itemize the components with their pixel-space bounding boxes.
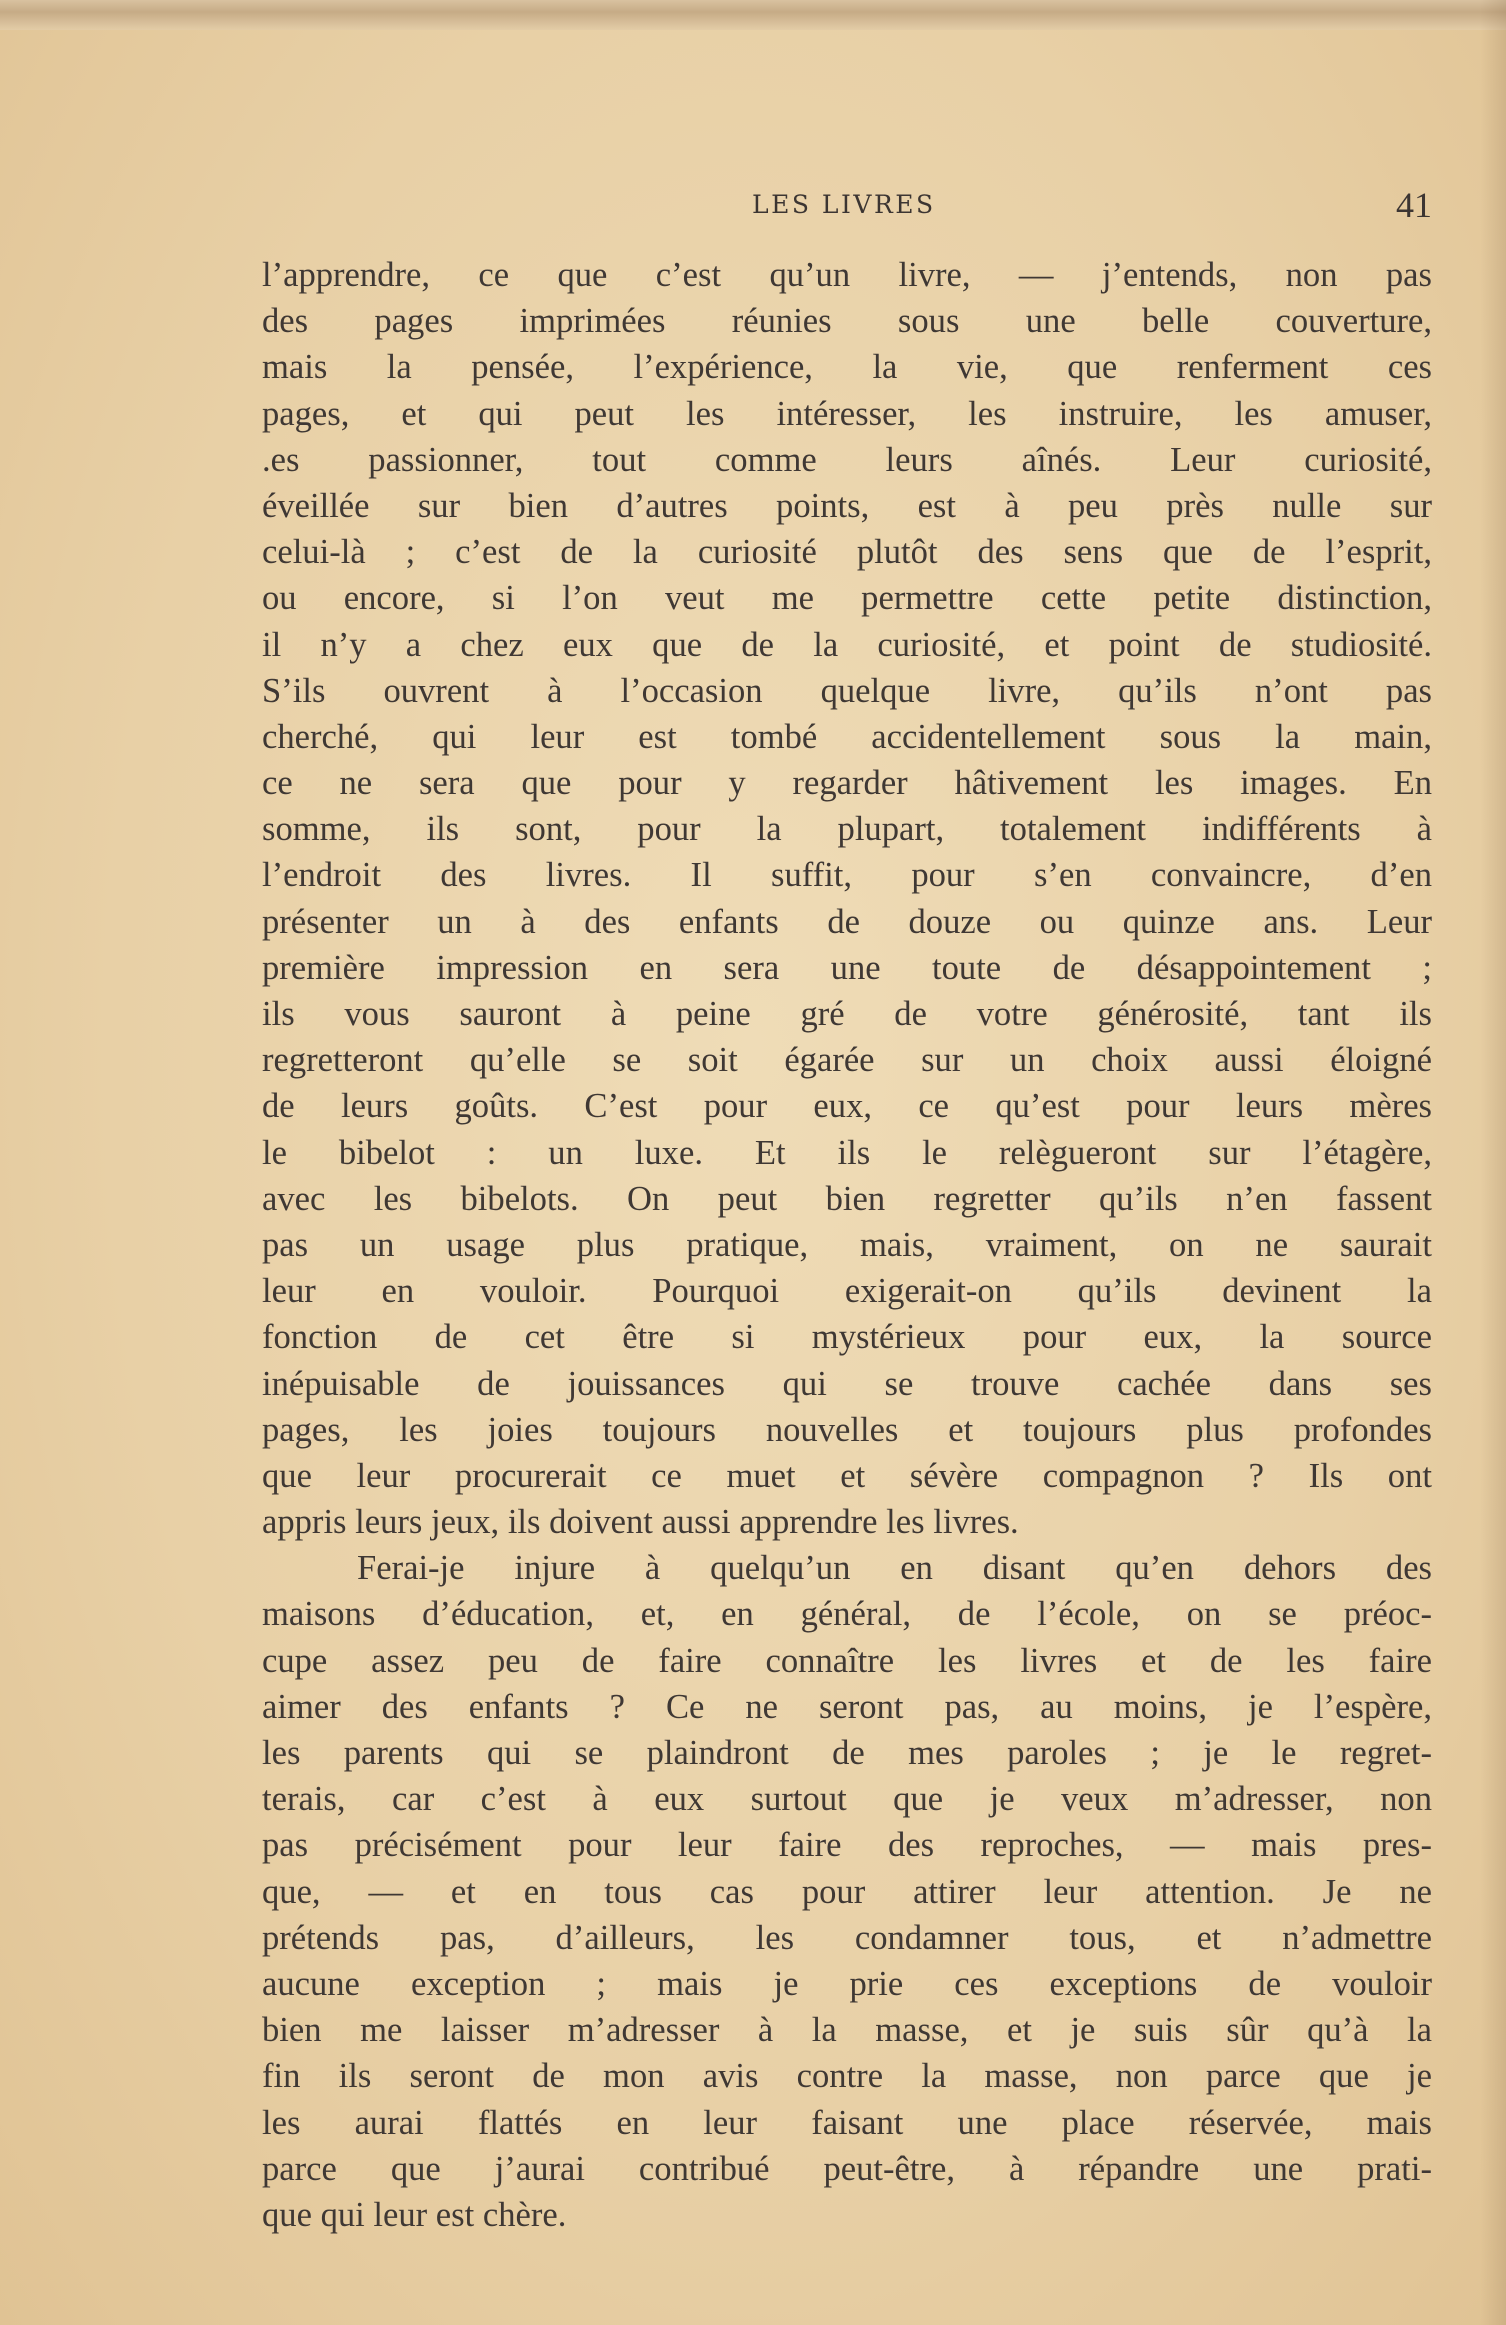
running-title: LES LIVRES <box>752 190 936 219</box>
text-line: les aurai flattés en leur faisant une place réservée, mais <box>262 2103 1432 2142</box>
text-line: fin ils seront de mon avis contre la masse, non parce que je <box>262 2057 1432 2096</box>
text-line: de leurs goûts. C’est pour eux, ce qu’est pour leurs mères <box>262 1087 1432 1126</box>
text-line: présenter un à des enfants de douze ou quinze ans. Leur <box>262 902 1432 941</box>
text-line: pages, et qui peut les intéresser, les instruire, les amuser, <box>262 394 1432 433</box>
text-line: bien me laisser m’adresser à la masse, et je suis sûr qu’à la <box>262 2011 1432 2050</box>
text-line: des pages imprimées réunies sous une belle couverture, <box>262 302 1432 341</box>
text-line: terais, car c’est à eux surtout que je veux m’adresser, non <box>262 1780 1432 1819</box>
text-line: .es passionner, tout comme leurs aînés. Leur curiosité, <box>262 440 1432 479</box>
text-line: maisons d’éducation, et, en général, de l’école, on se préoc- <box>262 1595 1432 1634</box>
text-line: regretteront qu’elle se soit égarée sur un choix aussi éloigné <box>262 1041 1432 1080</box>
text-line: pas un usage plus pratique, mais, vraiment, on ne saurait <box>262 1225 1432 1264</box>
text-line: S’ils ouvrent à l’occasion quelque livre, qu’ils n’ont pas <box>262 671 1432 710</box>
body-text <box>262 252 1432 2238</box>
text-line: pages, les joies toujours nouvelles et toujours plus profondes <box>262 1410 1432 1449</box>
text-line: celui-là ; c’est de la curiosité plutôt des sens que de l’esprit, <box>262 533 1432 572</box>
text-line: somme, ils sont, pour la plupart, totalement indifférents à <box>262 810 1432 849</box>
text-line: ou encore, si l’on veut me permettre cette petite distinction, <box>262 579 1432 618</box>
page-right-edge <box>1480 0 1506 2325</box>
page-top-edge <box>0 0 1506 30</box>
text-line: ils vous sauront à peine gré de votre générosité, tant ils <box>262 995 1432 1033</box>
text-line: prétends pas, d’ailleurs, les condamner tous, et n’admettre <box>262 1918 1432 1957</box>
text-line: l’apprendre, ce que c’est qu’un livre, — j’entends, non pas <box>262 256 1432 294</box>
page-number: 41 <box>1396 185 1432 225</box>
text-line: mais la pensée, l’expérience, la vie, que renferment ces <box>262 348 1432 387</box>
text-line: que qui leur est chère. <box>262 2195 567 2234</box>
text-line: éveillée sur bien d’autres points, est à peu près nulle sur <box>262 486 1432 525</box>
text-line: que leur procurerait ce muet et sévère compagnon ? Ils ont <box>262 1456 1432 1495</box>
paragraph-1 <box>262 252 1432 1545</box>
text-line: leur en vouloir. Pourquoi exigerait-on qu’ils devinent la <box>262 1272 1432 1311</box>
text-line: il n’y a chez eux que de la curiosité, et point de studiosité. <box>262 625 1432 664</box>
text-line: ce ne sera que pour y regarder hâtivement les images. En <box>262 764 1432 803</box>
text-line: le bibelot : un luxe. Et ils le relègueront sur l’étagère, <box>262 1133 1432 1172</box>
text-line: cherché, qui leur est tombé accidentellement sous la main, <box>262 717 1432 756</box>
text-line: Ferai-je injure à quelqu’un en disant qu’en dehors des <box>357 1549 1432 1588</box>
text-line: que, — et en tous cas pour attirer leur attention. Je ne <box>262 1872 1432 1911</box>
text-line: avec les bibelots. On peut bien regretter qu’ils n’en fassent <box>262 1179 1432 1218</box>
text-line: première impression en sera une toute de désappointement ; <box>262 948 1432 987</box>
text-line: parce que j’aurai contribué peut-être, à répandre une prati- <box>262 2149 1432 2188</box>
text-line: aimer des enfants ? Ce ne seront pas, au moins, je l’espère, <box>262 1687 1432 1726</box>
text-line: pas précisément pour leur faire des reproches, — mais pres- <box>262 1826 1432 1865</box>
text-line: inépuisable de jouissances qui se trouve cachée dans ses <box>262 1364 1432 1403</box>
text-line: cupe assez peu de faire connaître les livres et de les faire <box>262 1641 1432 1680</box>
text-line: appris leurs jeux, ils doivent aussi apprendre les livres. <box>262 1503 1019 1542</box>
paragraph-2 <box>262 1545 1432 2238</box>
text-line: l’endroit des livres. Il suffit, pour s’en convaincre, d’en <box>262 856 1432 895</box>
text-line: les parents qui se plaindront de mes paroles ; je le regret- <box>262 1734 1432 1772</box>
page-header <box>262 180 1432 240</box>
text-line: aucune exception ; mais je prie ces exceptions de vouloir <box>262 1964 1432 2003</box>
text-line: fonction de cet être si mystérieux pour eux, la source <box>262 1318 1432 1357</box>
